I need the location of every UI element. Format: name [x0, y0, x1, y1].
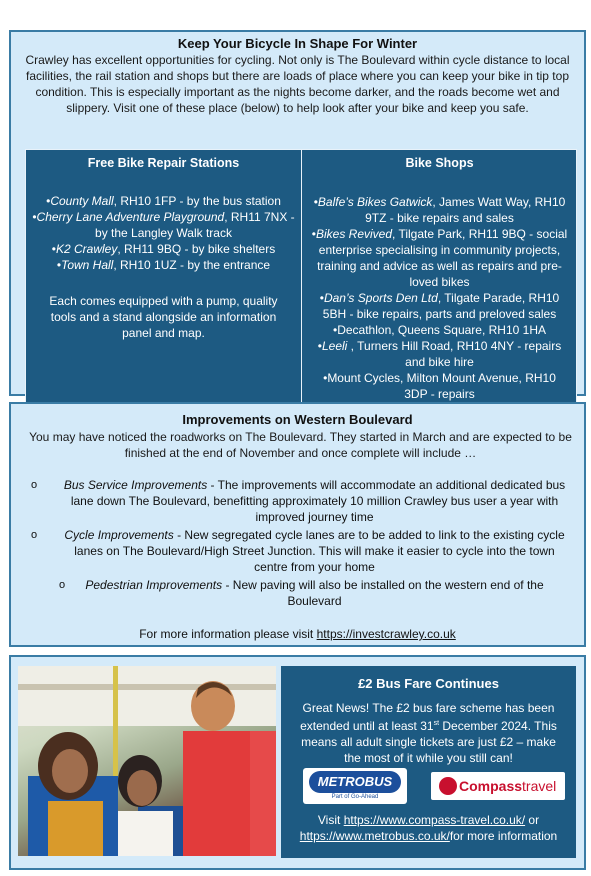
- improvement-text: [21, 527, 574, 575]
- compass-logo-text: [459, 776, 556, 796]
- item-name: Leeli: [321, 339, 348, 353]
- operator-logos: [281, 768, 576, 808]
- more-info-line: [11, 627, 584, 641]
- item-name: Town Hall: [61, 258, 114, 272]
- bus-fare-box: [281, 666, 576, 858]
- improvement-detail: - The improvements will accommodate an additional dedicated bus lane down The Boulevard, benefitting approximately 10 million Crawley bus user a year with improved journey time: [70, 478, 566, 524]
- shops-item: •Decathlon, Queens Square, RH10 1HA: [333, 323, 546, 337]
- metrobus-logo-text: METROBUS: [309, 771, 401, 793]
- bullet-icon: o: [59, 579, 66, 591]
- improvements-intro: You may have noticed the roadworks on The Boulevard. They started in March and are expected to be finished at the end of November and once complete will include …: [29, 430, 572, 460]
- bus-fare-panel: [9, 655, 586, 870]
- metrobus-logo: [303, 768, 407, 804]
- bullet-icon: o: [31, 479, 38, 491]
- compass-logo-mark: [439, 777, 457, 795]
- compass-logo-text-a: Compass: [459, 778, 523, 794]
- shops-item: •Dan’s Sports Den Ltd, Tilgate Parade, RH10 5BH - bike repairs, parts and preloved sales: [319, 291, 560, 321]
- item-detail: , RH10 1UZ - by the entrance: [113, 258, 271, 272]
- item-name: Bikes Revived: [315, 227, 393, 241]
- repair-item: •Town Hall, RH10 1UZ - by the entrance: [56, 258, 271, 272]
- metrobus-link[interactable]: https://www.metrobus.co.uk/: [299, 829, 450, 843]
- compass-logo-text-b: travel: [522, 778, 557, 794]
- shops-item: •Leeli , Turners Hill Road, RH10 4NY - repairs and bike hire: [317, 339, 562, 369]
- compass-travel-link[interactable]: https://www.compass-travel.co.uk/: [343, 813, 526, 827]
- item-detail: , RH11 9BQ - by bike shelters: [117, 242, 276, 256]
- visit-prefix: Visit: [317, 813, 344, 827]
- repair-stations-note: Each comes equipped with a pump, quality tools and a stand alongside an information panel and map.: [49, 294, 278, 340]
- repair-item: •County Mall, RH10 1FP - by the bus station: [46, 194, 281, 208]
- bus-passengers-photo: [18, 666, 276, 856]
- improvement-name: Cycle Improvements: [64, 528, 174, 542]
- bike-shops-column: [303, 150, 576, 420]
- shops-item: •Bikes Revived, Tilgate Park, RH11 9BQ - social enterprise specialising in community projects, training and advice as well as repairs and pre-loved bikes: [311, 227, 568, 289]
- improvement-name: Pedestrian Improvements: [85, 578, 223, 592]
- improvement-text: [21, 577, 574, 609]
- bus-fare-text-b: December 2024. This means all adult single tickets are just £2 – make the most of it while you still can!: [301, 719, 557, 765]
- bike-panel-intro: Crawley has excellent opportunities for cycling. Not only is The Boulevard within cycle distance to local facilities, the rail station and shops but there are loads of place where you can keep your bike in tip top condition. This is especially important as the nights become darker, and the roads become wet and slippery. Visit one of these place (below) to help look after your bike and keep you safe.: [25, 53, 570, 115]
- improvement-detail: - New segregated cycle lanes are to be added to link to the existing cycle lanes on The Boulevard/High Street Junction. This will make it easier to cycle into the town centre from your home: [74, 528, 565, 574]
- bike-info-box: [25, 149, 577, 421]
- item-name: County Mall: [50, 194, 114, 208]
- bus-fare-text-sup: st: [433, 720, 440, 727]
- bus-links: [281, 812, 576, 844]
- improvement-item: [21, 577, 574, 609]
- improvements-title: Improvements on Western Boulevard: [182, 412, 413, 427]
- repair-item: •Cherry Lane Adventure Playground, RH11 7NX - by the Langley Walk track: [32, 210, 295, 240]
- bike-shops-list: [303, 194, 576, 402]
- item-name: Dan’s Sports Den Ltd: [323, 291, 438, 305]
- links-suffix: for more information: [449, 829, 558, 843]
- improvements-list: [21, 477, 574, 611]
- link-join: or: [525, 813, 540, 827]
- repair-stations-list: [26, 193, 301, 273]
- improvement-text: [21, 477, 574, 525]
- bike-panel-title: Keep Your Bicycle In Shape For Winter: [177, 36, 418, 51]
- bike-shops-heading: Bike Shops: [405, 156, 474, 170]
- bus-fare-text-a: Great News! The £2 bus fare scheme has been extended until at least 31: [300, 701, 555, 733]
- item-detail: , Tilgate Park, RH11 9BQ - social enterprise specialising in community projects, training and advice as well as repairs and pre-loved bikes: [317, 227, 568, 289]
- bus-fare-title: £2 Bus Fare Continues: [358, 676, 499, 691]
- item-detail: , RH10 1FP - by the bus station: [113, 194, 281, 208]
- improvement-item: [21, 527, 574, 575]
- shops-item: •Balfe’s Bikes Gatwick, James Watt Way, RH10 9TZ - bike repairs and sales: [313, 195, 566, 225]
- item-detail: , RH11 7NX - by the Langley Walk track: [95, 210, 295, 240]
- shops-item: •Mount Cycles, Milton Mount Avenue, RH10 3DP - repairs: [323, 371, 556, 401]
- investcrawley-link[interactable]: https://investcrawley.co.uk: [316, 627, 456, 641]
- item-detail: , James Watt Way, RH10 9TZ - bike repairs and sales: [365, 195, 566, 225]
- compasstravel-logo: [431, 772, 565, 800]
- repair-item: •K2 Crawley, RH11 9BQ - by bike shelters: [51, 242, 276, 256]
- improvement-item: [21, 477, 574, 525]
- boulevard-improvements-panel: [9, 402, 586, 647]
- repair-stations-column: [26, 150, 302, 420]
- item-detail: , Turners Hill Road, RH10 4NY - repairs and bike hire: [347, 339, 562, 369]
- item-detail: Decathlon, Queens Square, RH10 1HA: [337, 323, 546, 337]
- metrobus-logo-sub: Part of Go-Ahead: [331, 794, 379, 800]
- bike-maintenance-panel: [9, 30, 586, 401]
- item-name: Balfe’s Bikes Gatwick: [317, 195, 433, 209]
- item-detail: Mount Cycles, Milton Mount Avenue, RH10 3DP - repairs: [327, 371, 556, 401]
- improvement-detail: - New paving will also be installed on the western end of the Boulevard: [222, 578, 544, 608]
- item-name: Cherry Lane Adventure Playground: [36, 210, 225, 224]
- improvement-name: Bus Service Improvements: [63, 478, 208, 492]
- bus-fare-text: [281, 700, 576, 766]
- repair-stations-heading: Free Bike Repair Stations: [87, 156, 240, 170]
- item-detail: , Tilgate Parade, RH10 5BH - bike repairs, parts and preloved sales: [322, 291, 560, 321]
- bullet-icon: o: [31, 529, 38, 541]
- item-name: K2 Crawley: [56, 242, 118, 256]
- more-info-text: For more information please visit: [139, 627, 317, 641]
